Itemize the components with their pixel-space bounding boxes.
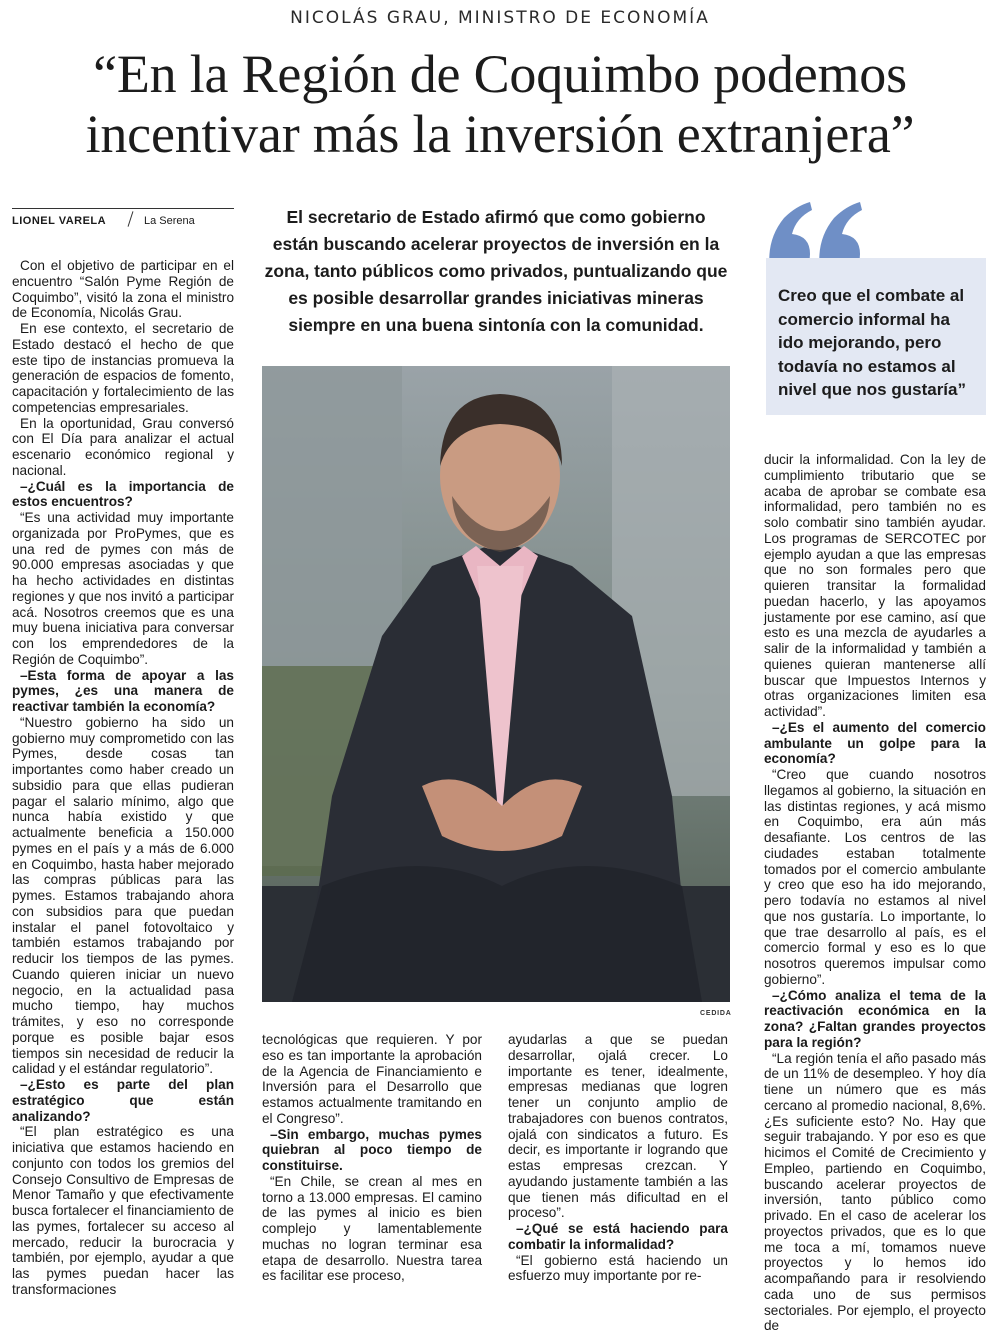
interview-question: –¿Esto es parte del plan estratégico que están analizando? [12, 1077, 234, 1124]
headline-line-2: incentivar más la inversión extranjera” [0, 104, 1000, 164]
pull-quote-text: Creo que el combate al comercio informal ha ido mejorando, pero todavía no estamos al nivel que nos gustaría” [778, 284, 978, 402]
portrait-photo [262, 366, 730, 1002]
body-paragraph: Con el objetivo de participar en el encuentro “Salón Pyme Región de Coquimbo”, visitó la zona el ministro de Economía, Nicolás Grau. [12, 258, 234, 321]
body-paragraph: “La región tenía el año pasado más de un 11% de desempleo. Y hoy día tiene un número que es más cercano al promedio nacional, 8,6%. ¿Es suficiente esto? No. Hay que seguir trabajando. Y por eso es que hicimos el Comité de Crecimiento y Empleo, partiendo en Coquimbo, buscando acelerar proyectos de inversión, tanto público como privado. En el caso de acelerar los proyectos privados, que es lo que me toca a mí, tomamos nueve proyectos y lo hemos ido acompañando para ir resolviendo cada uno de sus permisos sectoriales. Por ejemplo, el proyecto de [764, 1051, 986, 1334]
body-column-3 [508, 1032, 728, 1288]
interview-question: –Sin embargo, muchas pymes quiebran al poco tiempo de constituirse. [262, 1127, 482, 1174]
article-lead: El secretario de Estado afirmó que como gobierno están buscando acelerar proyectos de inversión en la zona, tanto públicos como privados, puntualizando que es posible desarrollar grandes iniciativas mineras siempre en una buena sintonía con la comunidad. [262, 204, 730, 339]
byline [12, 208, 234, 231]
body-paragraph: ayudarlas a que se puedan desarrollar, ojalá crecer. Lo importante es tener, idealmente, empresas medianas que logren tener un conjunto amplio de trabajadores con buenos contratos, ojalá con sindicatos a futuro. Es decir, es importante ir logrando que estas empresas crezcan. Y ayudando justamente también a las que tienen más dificultad en el proceso”. [508, 1032, 728, 1221]
body-paragraph: “En Chile, se crean al mes en torno a 13.000 empresas. El camino de las pymes al inicio es bien complejo y lamentablemente muchas no logran terminar esa etapa de desarrollo. Nuestra tarea es facilitar ese proceso, [262, 1174, 482, 1284]
byline-divider [128, 211, 134, 227]
photo-credit: CEDIDA [700, 1010, 732, 1017]
article-kicker: NICOLÁS GRAU, MINISTRO DE ECONOMÍA [0, 8, 1000, 28]
body-paragraph: “El plan estratégico es una iniciativa que estamos haciendo en conjunto con todos los gremios del Consejo Consultivo de Empresas de Menor Tamaño y que efectivamente busca fortalecer el financiamiento de las pymes, fortalecer su acceso al mercado, reducir la burocracia y también, por ejemplo, ayudar a que las pymes puedan hacer las transformaciones [12, 1124, 234, 1297]
article-headline [0, 44, 1000, 164]
body-paragraph: En la oportunidad, Grau conversó con El Día para analizar el actual escenario económico regional y nacional. [12, 416, 234, 479]
interview-question: –¿Cuál es la importancia de estos encuentros? [12, 479, 234, 511]
body-paragraph: “Creo que cuando nosotros llegamos al gobierno, la situación en las distintas regiones, y acá mismo en Coquimbo, era aún más desafiante. Los centros de las ciudades estaban totalmente tomados por el comercio ambulante y creo que eso ha ido mejorando, pero todavía no estamos al nivel que nos gustaría. Lo importante, lo que trae desarrollo al país, es el comercio formal y eso es lo que nosotros queremos impulsar como gobierno”. [764, 767, 986, 988]
interview-question: –¿Cómo analiza el tema de la reactivación económica en la zona? ¿Faltan grandes proyectos para la región? [764, 988, 986, 1051]
byline-location: La Serena [144, 215, 195, 227]
body-column-4 [764, 452, 986, 1288]
body-paragraph: “Es una actividad muy importante organizada por ProPymes, que es una red de pymes con más de 90.000 empresas asociadas y que ha hecho actividades en distintas regiones y que nos invitó a participar acá. Nosotros creemos que es una muy buena iniciativa para conversar con los emprendedores de la Región de Coquimbo”. [12, 510, 234, 668]
body-paragraph: “Nuestro gobierno ha sido un gobierno muy comprometido con las Pymes, desde cosas tan importantes como haber creado un subsidio para que ellas pudieran pagar el salario mínimo, algo que nunca había existido y que actualmente beneficia a 150.000 pymes en el país y a más de 6.000 en Coquimbo, hasta haber mejorado las compras públicas para las pymes. Estamos trabajando ahora con subsidios para que puedan instalar el panel fotovoltaico y también estamos trabajando por reducir los tiempos de las pymes. Cuando quieren iniciar un nuevo negocio, en la actualidad pasa mucho tiempo, hay muchos trámites, y eso no corresponde porque es posible bajar esos tiempos sin necesidad de reducir la calidad y el estándar regulatorio”. [12, 715, 234, 1077]
body-paragraph: tecnológicas que requieren. Y por eso es tan importante la aprobación de la Agencia de Financiamiento e Inversión para el Desarrollo que estamos actualmente tramitando en el Congreso”. [262, 1032, 482, 1127]
interview-question: –Esta forma de apoyar a las pymes, ¿es una manera de reactivar también la economía? [12, 668, 234, 715]
body-paragraph: En ese contexto, el secretario de Estado destacó el hecho de que este tipo de instancias promueva la generación de espacios de fomento, capacitación y fortalecimiento de las competencias empresariales. [12, 321, 234, 416]
body-paragraph: ducir la informalidad. Con la ley de cumplimiento tributario que se acaba de aprobar se combate esa informalidad, pero también no es solo combatir sino también ayudar. Los programas de SERCOTEC por ejemplo ayudan a que las empresas que no son formales pero que quieren transitar la formalidad puedan hacerlo, y las apoyamos justamente por ese camino, así que esto es una mezcla de ayudarles a salir de la informalidad y también a quienes quieran mantenerse allí buscar que Impuestos Internos y otras organizaciones limiten esa actividad”. [764, 452, 986, 720]
headline-line-1: “En la Región de Coquimbo podemos [0, 44, 1000, 104]
body-column-2 [262, 1032, 482, 1288]
portrait-illustration [262, 366, 730, 1002]
body-paragraph: “El gobierno está haciendo un esfuerzo muy importante por re- [508, 1253, 728, 1285]
pull-quote-box [766, 258, 986, 415]
body-column-1 [12, 258, 234, 1288]
interview-question: –¿Qué se está haciendo para combatir la informalidad? [508, 1221, 728, 1253]
byline-author: LIONEL VARELA [12, 215, 106, 227]
interview-question: –¿Es el aumento del comercio ambulante un golpe para la economía? [764, 720, 986, 767]
